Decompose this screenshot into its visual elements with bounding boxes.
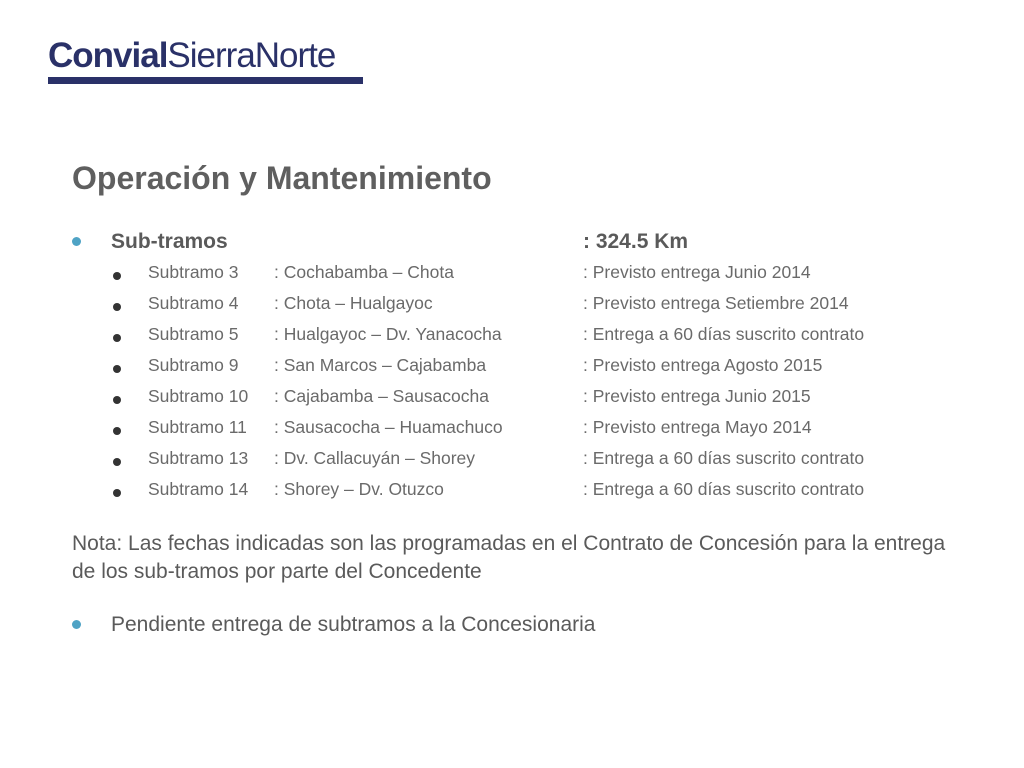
subtramo-route: : Dv. Callacuyán – Shorey <box>274 448 476 468</box>
logo-underline <box>48 77 363 84</box>
subtramo-name: Subtramo 13 <box>148 448 249 468</box>
bullet-icon <box>113 303 121 311</box>
bullet-icon <box>113 334 121 342</box>
subtramo-status: : Previsto entrega Setiembre 2014 <box>583 293 849 313</box>
summary-label: Sub-tramos <box>111 230 228 253</box>
subtramo-name: Subtramo 14 <box>148 479 249 499</box>
bullet-icon <box>72 620 81 629</box>
logo-sierranorte: SierraNorte <box>167 36 336 75</box>
note-text: Nota: Las fechas indicadas son las programadas en el Contrato de Concesión para la entrega de los sub-tramos por parte del Concedente <box>72 532 946 583</box>
subtramo-name: Subtramo 4 <box>148 293 239 313</box>
bullet-icon <box>113 396 121 404</box>
subtramo-status: : Previsto entrega Junio 2015 <box>583 386 811 406</box>
subtramo-name: Subtramo 3 <box>148 262 239 282</box>
bullet-icon <box>113 427 121 435</box>
subtramo-name: Subtramo 9 <box>148 355 239 375</box>
bullet-icon <box>113 458 121 466</box>
subtramo-route: : Chota – Hualgayoc <box>274 293 433 313</box>
pending-text: Pendiente entrega de subtramos a la Concesionaria <box>111 613 596 636</box>
subtramo-name: Subtramo 5 <box>148 324 239 344</box>
subtramo-status: : Previsto entrega Agosto 2015 <box>583 355 823 375</box>
summary-value: : 324.5 Km <box>583 230 689 253</box>
subtramo-status: : Previsto entrega Mayo 2014 <box>583 417 812 437</box>
company-logo <box>48 36 363 84</box>
logo-convial: Convial <box>48 36 168 75</box>
bullet-icon <box>113 365 121 373</box>
bullet-icon <box>113 489 121 497</box>
subtramo-route: : Shorey – Dv. Otuzco <box>274 479 444 499</box>
subtramo-route: : Cochabamba – Chota <box>274 262 454 282</box>
subtramo-status: : Entrega a 60 días suscrito contrato <box>583 324 865 344</box>
slide-title: Operación y Mantenimiento <box>72 160 492 196</box>
bullet-icon <box>113 272 121 280</box>
bullet-icon <box>72 237 81 246</box>
subtramo-status: : Entrega a 60 días suscrito contrato <box>583 448 865 468</box>
subtramo-name: Subtramo 11 <box>148 417 247 437</box>
subtramo-status: : Entrega a 60 días suscrito contrato <box>583 479 865 499</box>
summary-bullet <box>72 230 689 254</box>
subtramo-status: : Previsto entrega Junio 2014 <box>583 262 811 282</box>
subtramo-route: : Sausacocha – Huamachuco <box>274 417 503 437</box>
subtramo-name: Subtramo 10 <box>148 386 249 406</box>
subtramo-route: : Cajabamba – Sausacocha <box>274 386 489 406</box>
subtramo-route: : San Marcos – Cajabamba <box>274 355 487 375</box>
pending-bullet <box>72 613 595 637</box>
subtramo-route: : Hualgayoc – Dv. Yanacocha <box>274 324 502 344</box>
